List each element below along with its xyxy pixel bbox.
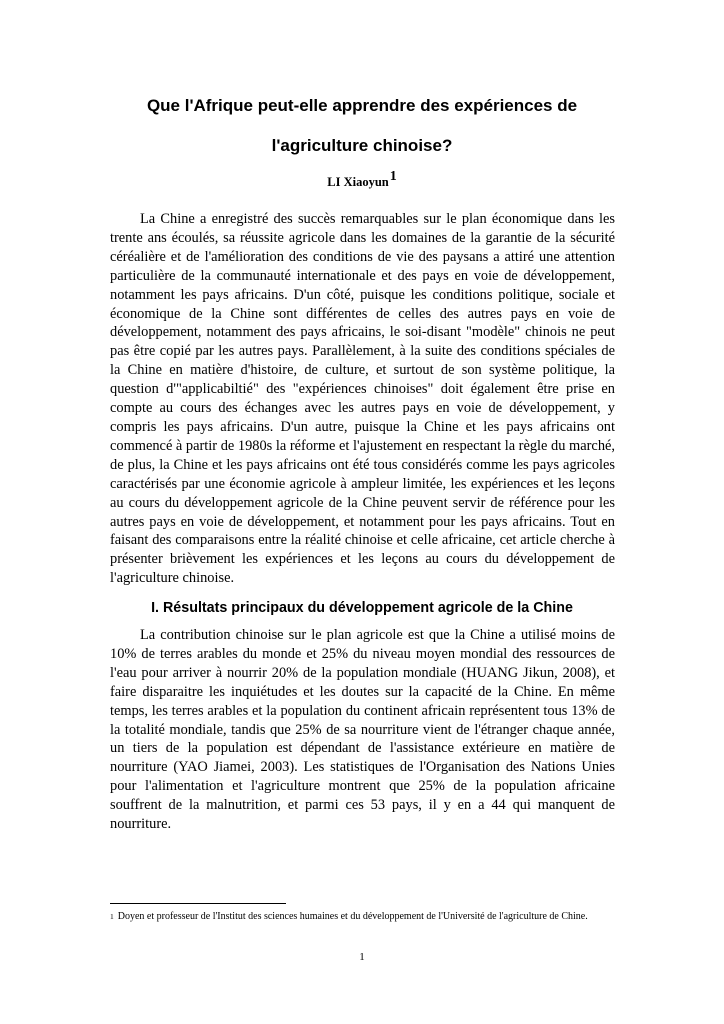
footnote-separator: [110, 903, 286, 904]
intro-paragraph-text: La Chine a enregistré des succès remarquables sur le plan économique dans les trente ans écoulés, sa réussite agricole dans les domaines de la garantie de la sécurité céréalière et de l'amélioration des conditions de vie des paysans a attiré une attention particulière de la communauté internationale et des pays en voie de développement, notamment les pays africains. D'un côté, puisque les conditions politique, sociale et économique de la Chine sont différentes de celles des autres pays en voie de développement, notamment des pays africains, le soi-disant "modèle" chinois ne peut pas être copié par les autres pays. Parallèlement, à la suite des conditions spéciales de la Chine en matière d'histoire, de culture, et surtout de son système politique, la question d'"applicabiltié" des "expériences chinoises" doit également être prise en compte au cours des échanges avec les autres pays en voie de développement, y compris les pays africains. D'un autre, puisque la Chine et les pays africains ont commencé à partir de 1980s la réforme et l'ajustement en respectant la règle du marché, de plus, la Chine et les pays africains ont été tous considérés comme les pays agricoles caractérisés par une économie agricole à ampleur limitée, les expériences et les leçons au cours du développement agricole de la Chine peuvent servir de référence pour les autres pays en voie de développement, et notamment pour les pays africains. Tout en faisant des comparaisons entre la réalité chinoise et celle africaine, cet article cherche à présenter brièvement les expériences et les leçons au cours du développement de l'agriculture chinoise.: [110, 211, 615, 587]
document-title-line1: Que l'Afrique peut-elle apprendre des expériences de: [146, 96, 578, 115]
footnote: [110, 910, 615, 923]
intro-paragraph: [110, 210, 615, 588]
footnote-text: Doyen et professeur de l'Institut des sciences humaines et du développement de l'Université de l'agriculture de Chine.: [117, 911, 588, 922]
document-title-line2: l'agriculture chinoise?: [271, 136, 453, 155]
author-footnote-marker: 1: [389, 169, 397, 184]
section-paragraph: [110, 626, 615, 834]
author-name: LI Xiaoyun: [327, 175, 389, 189]
page-number: 1: [359, 951, 365, 963]
section-heading: I. Résultats principaux du développement agricole de la Chine: [151, 600, 573, 616]
section-paragraph-text: La contribution chinoise sur le plan agricole est que la Chine a utilisé moins de 10% de terres arables du monde et 25% du niveau moyen mondial des ressources de l'eau pour arriver à nourrir 20% de la population mondiale (HUANG Jikun, 2008), et faire disparaitre les inquiétudes et les doutes sur la capacité de la Chine. En même temps, les terres arables et la population du continent africain représentent tous 13% de la totalité mondiale, tandis que 25% de sa nourriture vient de l'étranger chaque année, un tiers de la population est dépendant de l'assistance extérieure en matière de nourriture (YAO Jiamei, 2003). Les statistiques de l'Organisation des Nations Unies pour l'alimentation et l'agriculture montrent que 25% de la population africaine souffrent de la malnutrition, et parmi ces 53 pays, il y en a 44 qui manquent de nourriture.: [110, 627, 615, 833]
footnote-marker: 1: [110, 912, 114, 921]
author-line: [110, 169, 614, 191]
